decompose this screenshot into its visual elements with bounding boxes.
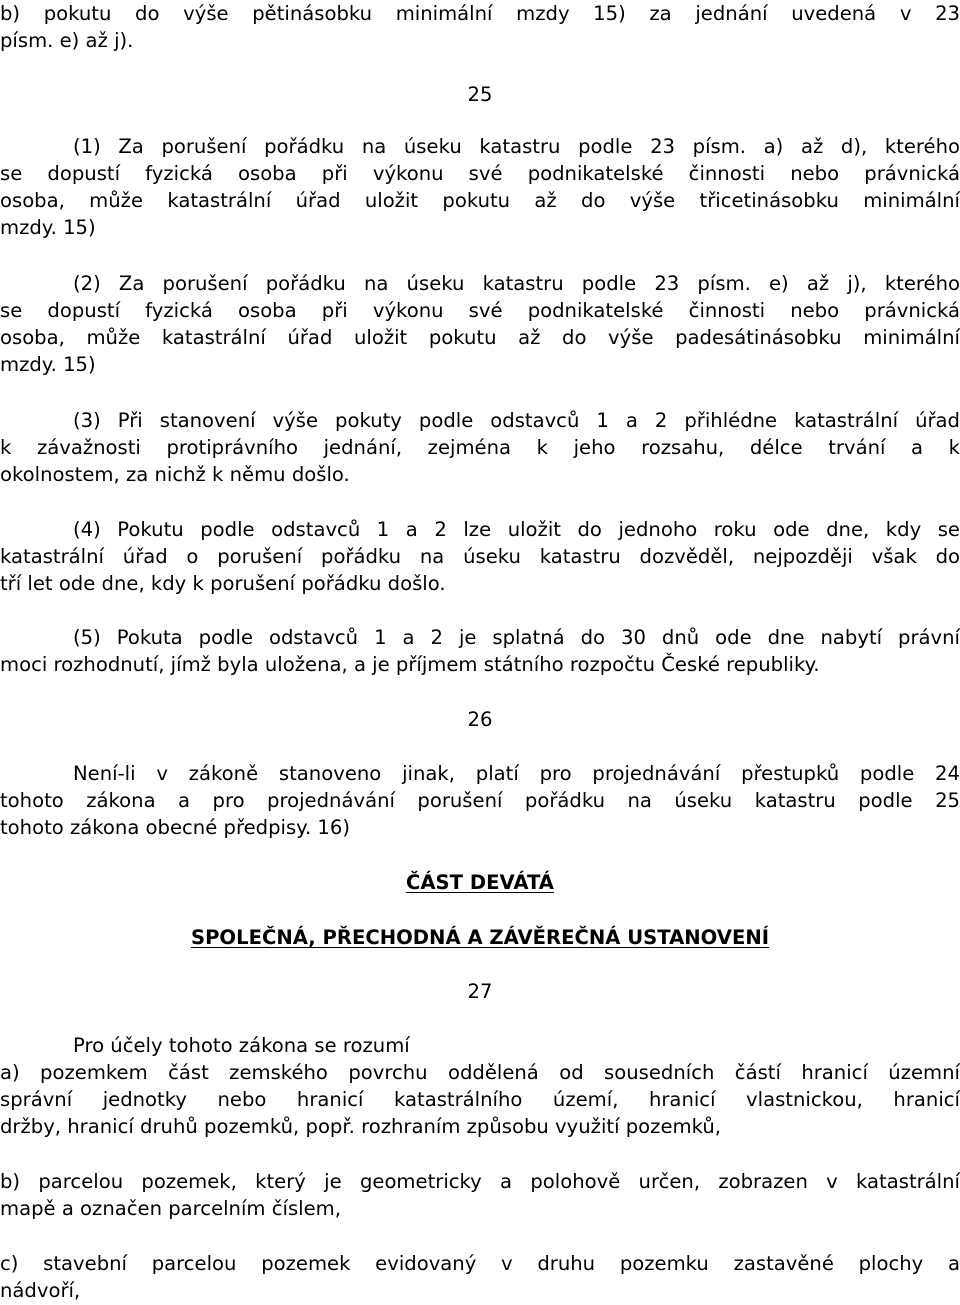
paragraph-27-intro: [0, 1032, 960, 1140]
section-heading-27: [0, 978, 960, 1005]
paragraph-25-2: [0, 270, 960, 378]
text-line: Pro účely tohoto zákona se rozumí: [73, 1034, 410, 1057]
paragraph-fine-b: [0, 0, 960, 54]
paragraph-25-4: [0, 516, 960, 597]
text-line: b) pokutu do výše pětinásobku minimální mzdy 15) za jednání uvedená v 23: [0, 2, 960, 25]
paragraph-27-b: [0, 1168, 960, 1222]
text-line: osoba, může katastrální úřad uložit pokutu až do výše padesátinásobku minimální: [0, 326, 960, 349]
text-line: Není-li v zákoně stanoveno jinak, platí pro projednávání přestupků podle 24: [73, 762, 960, 785]
section-heading-25: [0, 81, 960, 108]
text-line: tří let ode dne, kdy k porušení pořádku došlo.: [0, 572, 446, 595]
section-number: 27: [467, 980, 493, 1003]
text-line: moci rozhodnutí, jímž byla uložena, a je příjmem státního rozpočtu České republiky.: [0, 653, 820, 676]
text-line: b) parcelou pozemek, který je geometricky a polohově určen, zobrazen v katastrální: [0, 1170, 960, 1193]
text-line: tohoto zákona a pro projednávání porušení pořádku na úseku katastru podle 25: [0, 789, 960, 812]
text-line: (3) Při stanovení výše pokuty podle odstavců 1 a 2 přihlédne katastrální úřad: [73, 409, 960, 432]
text-line: správní jednotky nebo hranicí katastrálního území, hranicí vlastnickou, hranicí: [0, 1088, 960, 1111]
text-line: a) pozemkem část zemského povrchu oddělená od sousedních částí hranicí územní: [0, 1061, 960, 1084]
text-line: (1) Za porušení pořádku na úseku katastru podle 23 písm. a) až d), kterého: [73, 135, 960, 158]
text-line: písm. e) až j).: [0, 29, 134, 52]
text-line: se dopustí fyzická osoba při výkonu své podnikatelské činnosti nebo právnická: [0, 162, 960, 185]
text-line: (5) Pokuta podle odstavců 1 a 2 je splatná do 30 dnů ode dne nabytí právní: [73, 626, 960, 649]
paragraph-25-1: [0, 133, 960, 241]
text-line: k závažnosti protiprávního jednání, zejména k jeho rozsahu, délce trvání a k: [0, 436, 960, 459]
text-line: okolnostem, za nichž k němu došlo.: [0, 463, 350, 486]
text-line: (2) Za porušení pořádku na úseku katastru podle 23 písm. e) až j), kterého: [73, 272, 960, 295]
text-line: mzdy. 15): [0, 216, 96, 239]
part-title: ČÁST DEVÁTÁ: [406, 871, 554, 894]
paragraph-27-c: [0, 1250, 960, 1304]
text-line: nádvoří,: [0, 1279, 81, 1302]
section-number: 25: [467, 83, 493, 106]
part-subtitle: SPOLEČNÁ, PŘECHODNÁ A ZÁVĚREČNÁ USTANOVENÍ: [190, 926, 770, 949]
paragraph-25-5: [0, 624, 960, 678]
text-line: (4) Pokutu podle odstavců 1 a 2 lze uložit do jednoho roku ode dne, kdy se: [73, 518, 960, 541]
text-line: mzdy. 15): [0, 353, 96, 376]
text-line: tohoto zákona obecné předpisy. 16): [0, 816, 350, 839]
text-line: katastrální úřad o porušení pořádku na úseku katastru dozvěděl, nejpozději však do: [0, 545, 960, 568]
section-number: 26: [467, 708, 493, 731]
text-line: se dopustí fyzická osoba při výkonu své podnikatelské činnosti nebo právnická: [0, 299, 960, 322]
paragraph-26: [0, 760, 960, 841]
text-line: mapě a označen parcelním číslem,: [0, 1197, 341, 1220]
text-line: osoba, může katastrální úřad uložit pokutu až do výše třicetinásobku minimální: [0, 189, 960, 212]
section-heading-26: [0, 706, 960, 733]
text-line: držby, hranicí druhů pozemků, popř. rozhraním způsobu využití pozemků,: [0, 1115, 721, 1138]
paragraph-25-3: [0, 407, 960, 488]
text-line: c) stavební parcelou pozemek evidovaný v druhu pozemku zastavěné plochy a: [0, 1252, 960, 1275]
